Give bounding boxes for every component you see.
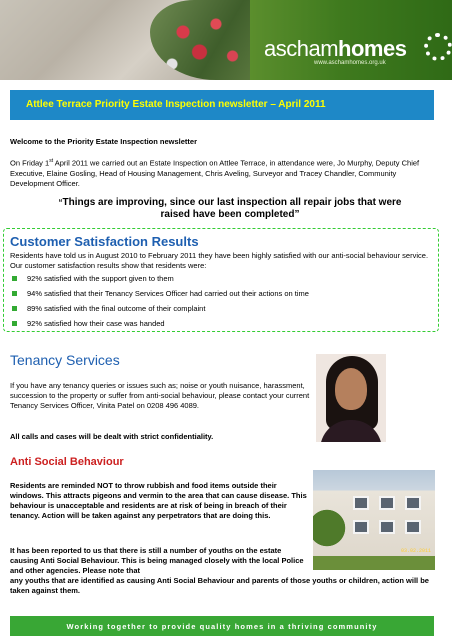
portrait-face <box>335 368 367 410</box>
window <box>353 496 369 510</box>
bullet-icon <box>12 306 17 311</box>
list-item-text: 92% satisfied with the support given to them <box>27 274 174 283</box>
logo-regular: ascham <box>264 36 339 61</box>
officer-photo <box>316 354 386 442</box>
list-item-text: 89% satisfied with the final outcome of their complaint <box>27 304 206 313</box>
quote-text: Things are improving, since our last inspection all repair jobs that were raised have been completed” <box>62 197 402 220</box>
intro-paragraph <box>10 156 430 189</box>
list-item-text: 94% satisfied that their Tenancy Services Officer had carried out their actions on time <box>27 289 309 298</box>
pull-quote <box>50 197 410 221</box>
asb-paragraph-1: Residents are reminded NOT to throw rubbish and food items outside their windows. This attracts pigeons and vermin to the area that can cause disease. This behaviour is unacceptable and residents are at risk of being in breach of their tenancy. Action will be taken against any perpetrators that are doing this. <box>10 481 307 520</box>
list-item <box>12 274 309 289</box>
window <box>379 496 395 510</box>
flowerbed-image <box>150 0 260 80</box>
logo-ring-icon <box>424 33 452 61</box>
intro-text-start: On Friday 1 <box>10 158 50 168</box>
tenancy-title: Tenancy Services <box>10 352 120 368</box>
list-item <box>12 319 309 334</box>
newsletter-title: Attlee Terrace Priority Estate Inspection newsletter – April 2011 <box>10 90 434 120</box>
bullet-icon <box>12 276 17 281</box>
list-item <box>12 304 309 319</box>
header-banner <box>0 0 452 80</box>
footer-banner: Working together to provide quality homes in a thriving community <box>10 616 434 636</box>
asb-title: Anti Social Behaviour <box>10 456 124 468</box>
tenancy-paragraph: If you have any tenancy queries or issues such as; noise or youth nuisance, harassment, succession to the property or suffer from anti-social behaviour, please contact your current Tenancy Services Officer, Vinita Patel on 0208 496 4089. <box>10 381 310 410</box>
window <box>405 520 421 534</box>
bullet-icon <box>12 291 17 296</box>
logo-bold: homes <box>338 36 407 61</box>
grass <box>313 556 435 570</box>
logo <box>264 36 406 62</box>
tree <box>313 498 347 558</box>
asb-paragraph-2: It has been reported to us that there is still a number of youths on the estate causing Anti Social Behaviour. This is being managed closely with the local Police and other agencies. Please note that <box>10 546 304 575</box>
intro-heading: Welcome to the Priority Estate Inspection newsletter <box>10 137 197 146</box>
intro-superscript: st <box>49 158 54 164</box>
intro-text-rest: April 2011 we carried out an Estate Inspection on Attlee Terrace, in attendance were, Jo Murphy, Deputy Chief Executive, Elaine Gosling, Head of Housing Management, Chris Aveling, Surveyor and Tracey Chandler, Community Development Officer. <box>10 158 420 188</box>
logo-url: www.aschamhomes.org.uk <box>314 60 386 66</box>
satisfaction-paragraph: Residents have told us in August 2010 to February 2011 they have been highly satisfied with our anti-social behaviour service. Our customer satisfaction results show that residents were: <box>10 251 429 270</box>
bullet-icon <box>12 321 17 326</box>
photo-date-stamp: 03.02.2011 <box>400 548 431 554</box>
brand-panel <box>250 0 452 80</box>
window <box>379 520 395 534</box>
estate-photo <box>313 470 435 570</box>
window <box>405 496 421 510</box>
window <box>353 520 369 534</box>
asb-paragraph-2-continued: any youths that are identified as causing Anti Social Behaviour and parents of those youths or children, action will be taken against them. <box>10 576 429 595</box>
satisfaction-title: Customer Satisfaction Results <box>10 234 199 249</box>
confidentiality-note: All calls and cases will be dealt with strict confidentiality. <box>10 432 214 441</box>
list-item <box>12 289 309 304</box>
header-photo <box>0 0 250 80</box>
quote-open-mark: “ <box>58 198 63 207</box>
list-item-text: 92% satisfied how their case was handed <box>27 319 165 328</box>
satisfaction-list <box>12 274 309 334</box>
